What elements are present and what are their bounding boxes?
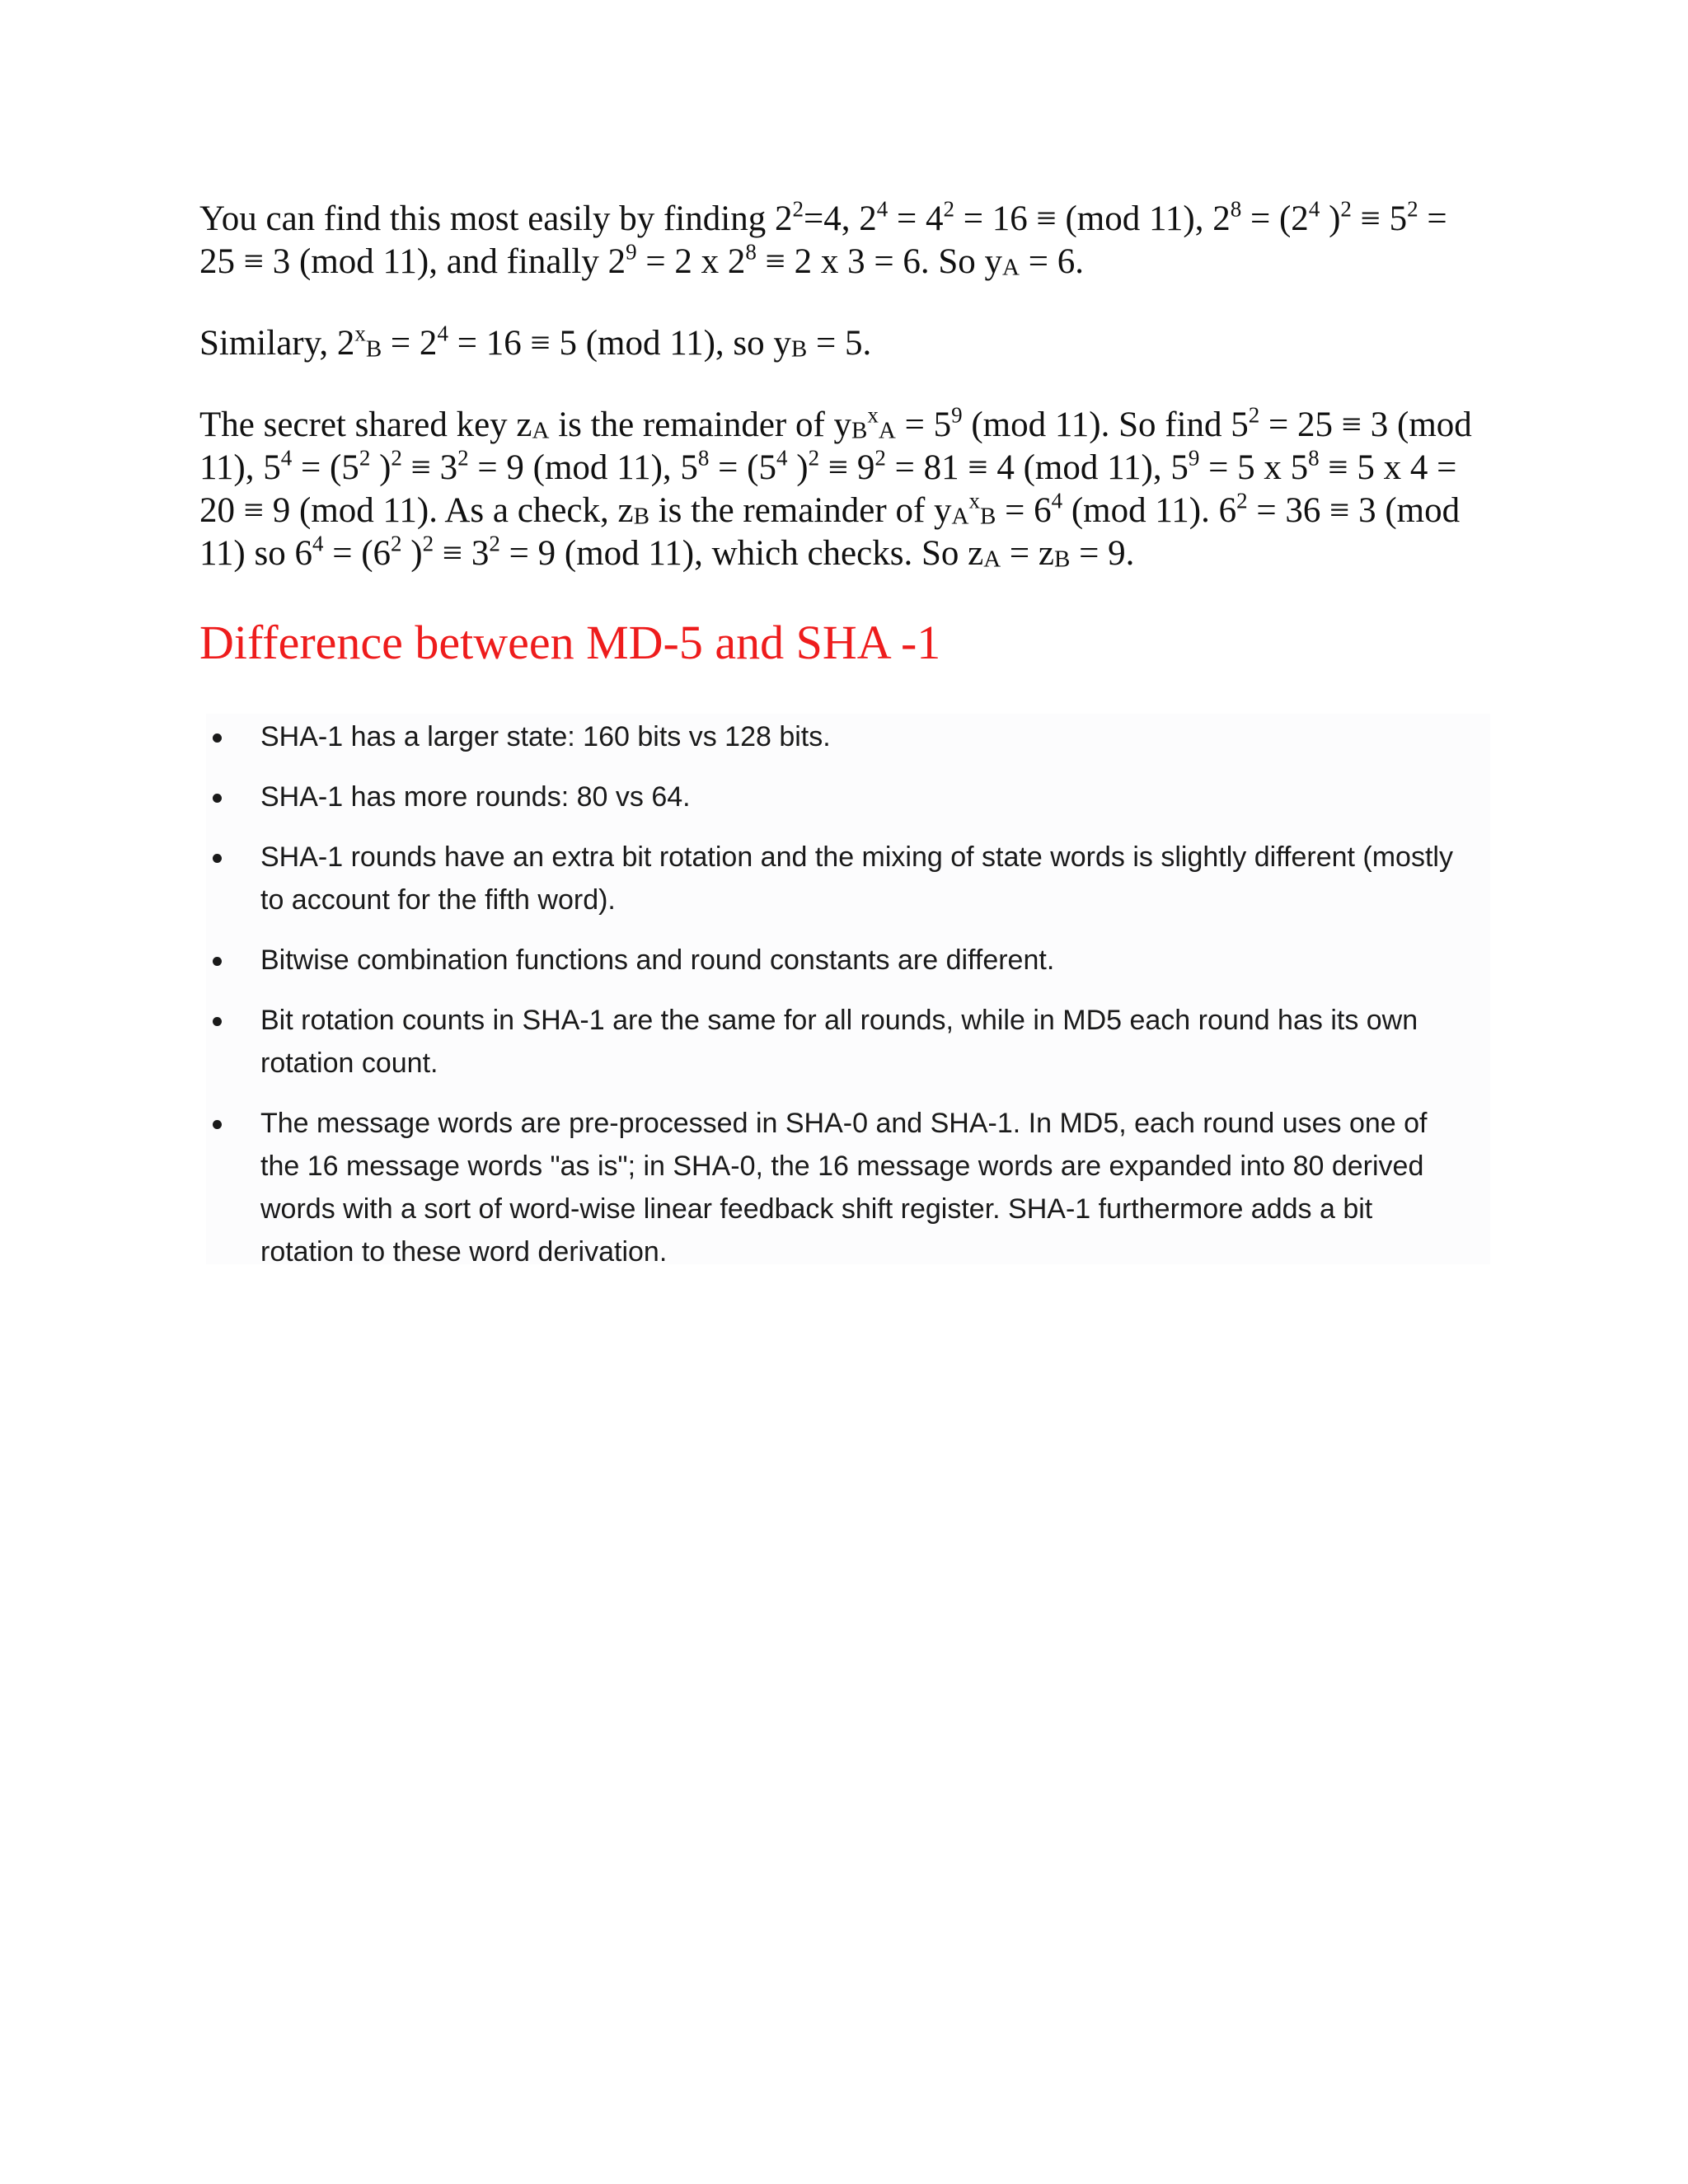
list-item	[0, 776, 1472, 818]
list-item-text: Bitwise combination functions and round constants are different.	[260, 944, 1055, 976]
list-item-text: The message words are pre-processed in SHA-0 and SHA-1. In MD5, each round uses one of the 16 message words "as is"; in SHA-0, the 16 message words are expanded into 80 derived words with a sort of word-wise linear feedback shift register. SHA-1 furthermore adds a bit rotation to these word derivation.	[260, 1108, 1428, 1268]
paragraph-computation-yb: Similary, $2^x_B = 2^4 = 16 \equiv 5$ (mod 11), so $y_B = 5$.	[199, 321, 872, 363]
section-heading: Difference between MD-5 and SHA -1	[199, 616, 941, 669]
list-item	[0, 999, 1472, 1085]
paragraph-computation-ya: You can find this most easily by finding $2^2=4$, $2^4 = 4^2 = 16 \equiv (mod$ 11), $2^8 = (2^4$ )$^2 \equiv 5^2 = 25 \equiv 3$ (mod 11), and finally $2^9 = 2$ x $2^8 \equiv 2$ x 3 = 6. So $y_A = 6$.	[199, 196, 1447, 281]
list-item-text: Bit rotation counts in SHA-1 are the same for all rounds, while in MD5 each round has its own rotation count.	[260, 1005, 1418, 1079]
list-item	[0, 1102, 1472, 1273]
difference-list	[0, 715, 1472, 1291]
paragraph-shared-key: The secret shared key $z_A$ is the remainder of $y_B^x_A = 5^9$ (mod 11). So find $5^2 = 25 \equiv 3$ (mod 11), $5^4 = (5^2$ )$^2 \equiv 3^2 = 9$ (mod 11), $5^8 = (5^4$ )$^2 \equiv 9^2 = 81 \equiv 4$ (mod 11), $5^9 = 5$ x $5^8 \equiv 5$ x 4 = 20 ≡ 9 (mod 11). As a check, $z_B$ is the remainder of $y_A^x_B = 6^4$ (mod 11). $6^2 = 36 \equiv 3$ (mod 11) so $6^4 = (6^2$ )$^2 \equiv 3^2 = 9$ (mod 11), which checks. So $z_A = z_B = 9$.	[199, 402, 1472, 573]
list-item-text: SHA-1 has a larger state: 160 bits vs 128 bits.	[260, 721, 831, 752]
list-item	[0, 939, 1472, 982]
list-item-text: SHA-1 rounds have an extra bit rotation and the mixing of state words is slightly different (mostly to account for the fifth word).	[260, 841, 1453, 916]
bullet-icon	[213, 957, 222, 966]
bullet-icon	[213, 794, 222, 803]
bullet-icon	[213, 1120, 222, 1129]
bullet-icon	[213, 854, 222, 863]
bullet-icon	[213, 1017, 222, 1026]
list-item-text: SHA-1 has more rounds: 80 vs 64.	[260, 781, 691, 813]
list-item	[0, 715, 1472, 758]
list-item	[0, 836, 1472, 921]
bullet-icon	[213, 733, 222, 743]
